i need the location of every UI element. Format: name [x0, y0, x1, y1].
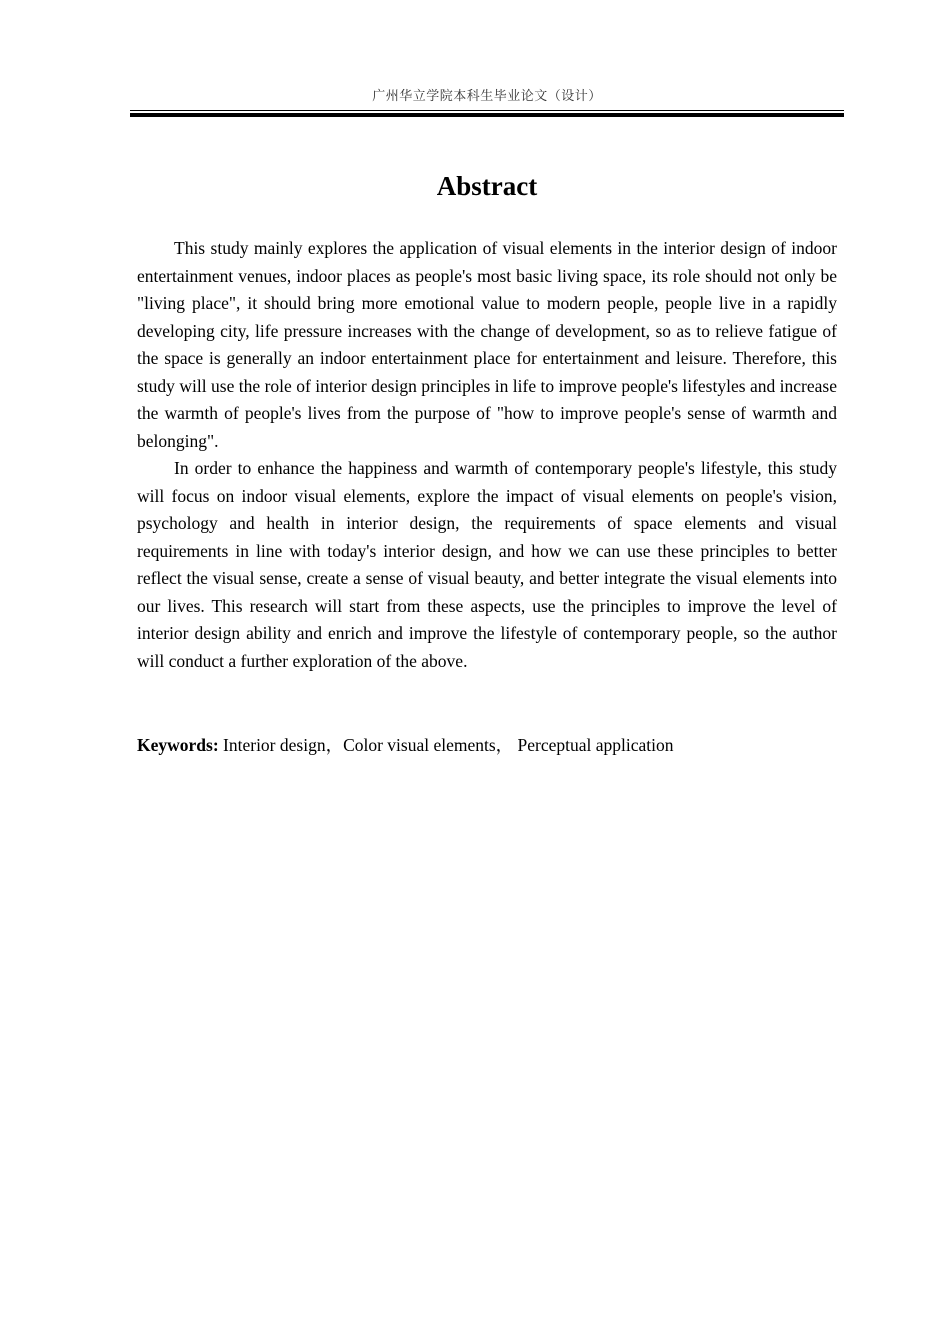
keywords-text: Interior design，Color visual elements， Perceptual application	[218, 735, 674, 755]
keywords-label: Keywords:	[137, 735, 219, 755]
running-header: 广州华立学院本科生毕业论文（设计）	[372, 89, 602, 104]
abstract-paragraph-1: This study mainly explores the application of visual elements in the interior design of indoor entertainment venues, indoor places as people's most basic living space, its role should not only be "living place", it should bring more emotional value to modern people, people live in a rapidly developing city, life pressure increases with the change of development, so as to relieve fatigue of the space is generally an indoor entertainment place for entertainment and leisure. Therefore, this study will use the role of interior design principles in life to improve people's lifestyles and increase the warmth of people's lives from the purpose of "how to improve people's sense of warmth and belonging".	[137, 238, 837, 451]
keywords-line	[137, 732, 837, 759]
abstract-body	[137, 235, 837, 675]
abstract-title: Abstract	[436, 171, 538, 201]
header-rule-thin	[130, 110, 844, 111]
abstract-paragraph-2: In order to enhance the happiness and warmth of contemporary people's lifestyle, this study will focus on indoor visual elements, explore the impact of visual elements on people's vision, psychology and health in interior design, the requirements of space elements and visual requirements in line with today's interior design, and how we can use these principles to better reflect the visual sense, create a sense of visual beauty, and better integrate the visual elements into our lives. This research will start from these aspects, use the principles to improve the level of interior design ability and enrich and improve the lifestyle of contemporary people, so the author will conduct a further exploration of the above.	[137, 458, 837, 671]
header-rule-thick	[130, 113, 844, 117]
